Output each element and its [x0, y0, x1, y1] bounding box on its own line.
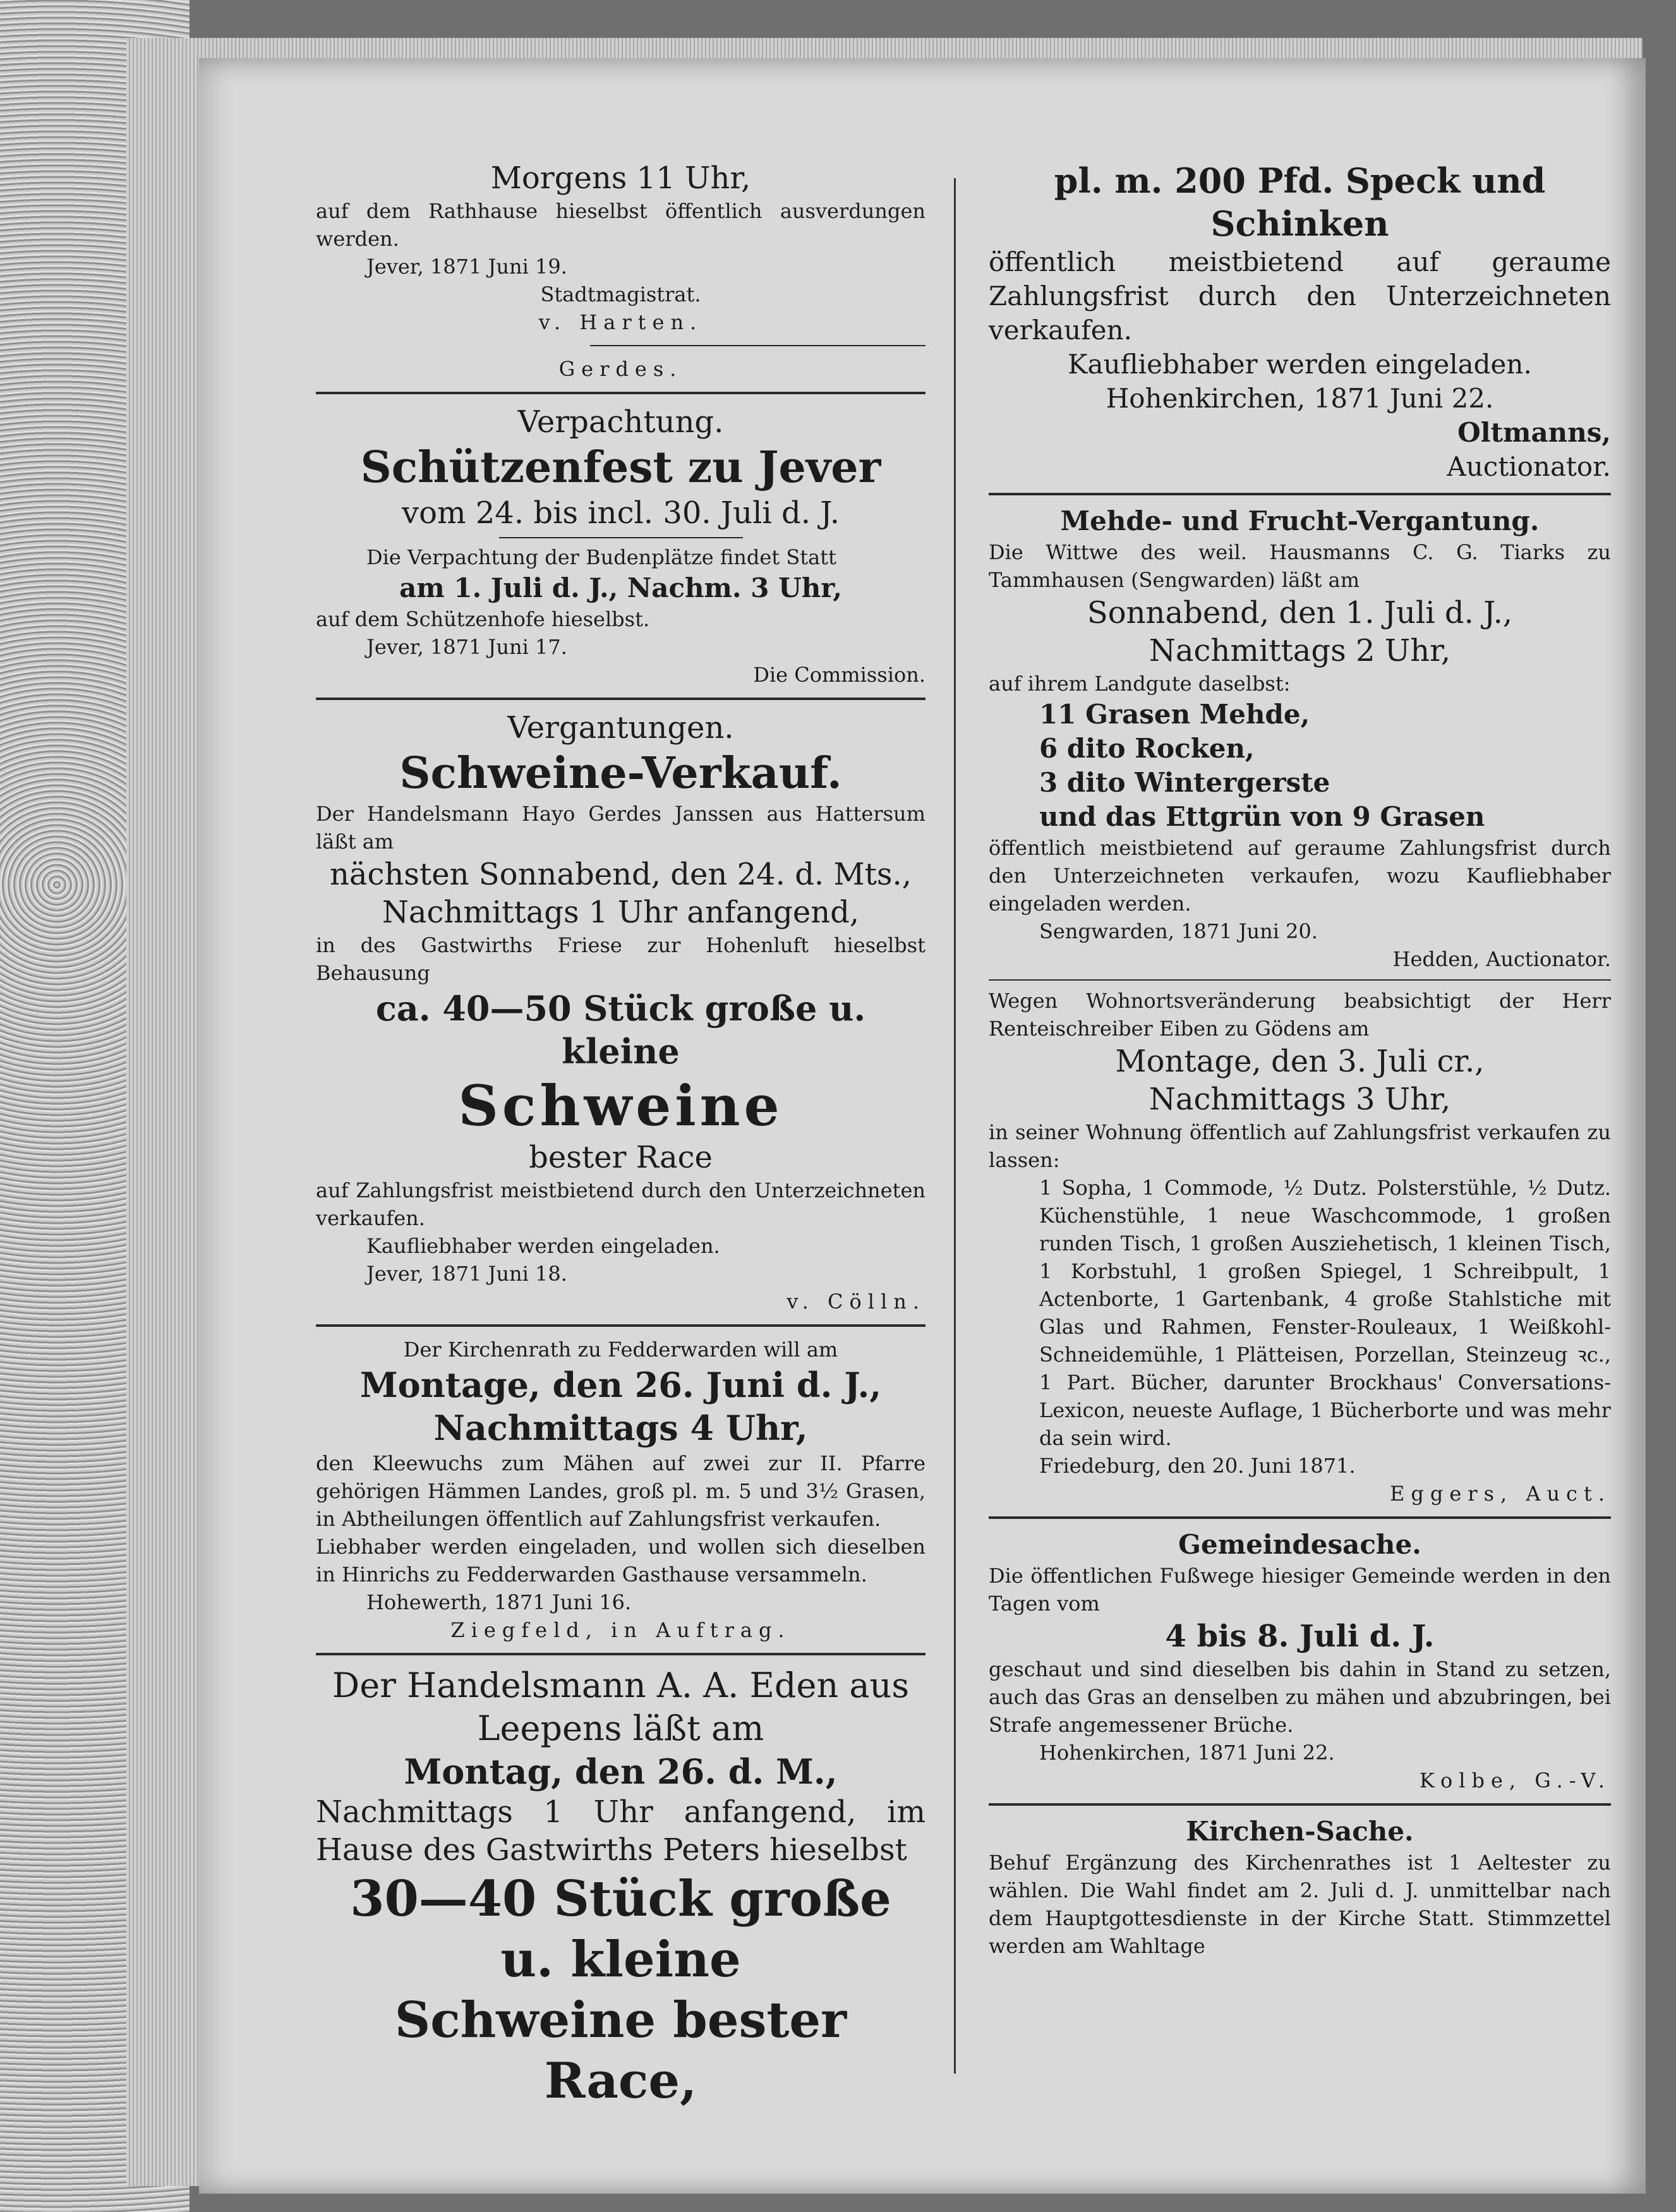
notice-date: 4 bis 8. Juli d. J.	[1165, 1619, 1435, 1654]
notice-text: Nachmittags 1 Uhr anfangend, im Hause des Gastwirths Peters hieselbst	[316, 1794, 925, 1868]
place-date: Friedeburg, den 20. Juni 1871.	[1039, 1454, 1356, 1478]
signer: Gerdes.	[558, 357, 683, 381]
notice-title: Mehde- und Frucht-Vergantung.	[1060, 505, 1540, 536]
notice-title: Schweine-Verkauf.	[399, 748, 842, 799]
notice-time: Nachmittags 3 Uhr,	[1148, 1082, 1451, 1117]
notice-time: Nachmittags 2 Uhr,	[1148, 633, 1451, 668]
notice-text: öffentlich meistbietend auf geraume Zahlungsfrist durch den Unterzeichneten verkaufen, wozu Kaufliebhaber eingeladen werden.	[989, 836, 1611, 916]
signer: Ziegfeld, in Auftrag.	[450, 1618, 791, 1642]
notice-mehde	[989, 504, 1611, 973]
column-divider	[954, 178, 956, 2074]
notice-title: Kirchen-Sache.	[1186, 1816, 1414, 1847]
notice-title: Schützenfest zu Jever	[360, 442, 881, 493]
separator	[316, 1324, 925, 1327]
notice-date: Sonnabend, den 1. Juli d. J.,	[1087, 595, 1513, 631]
notice-speck	[989, 159, 1611, 484]
notice-wohnort	[989, 987, 1611, 1508]
place-date: Hohewerth, 1871 Juni 16.	[366, 1590, 632, 1614]
separator	[316, 1653, 925, 1655]
notice-text: den Kleewuchs zum Mähen auf zwei zur II. Pfarre gehörigen Hämmen Landes, groß pl. m. 5 und 3½ Grasen, in Abtheilungen öffentlich auf Zahlungsfrist verkaufen.	[316, 1451, 925, 1531]
notice-time: Nachmittags 4 Uhr,	[433, 1408, 808, 1448]
place-date: Jever, 1871 Juni 17.	[366, 635, 567, 659]
notice-date: Montage, den 26. Juni d. J.,	[359, 1365, 882, 1405]
signer: v. Harten.	[538, 310, 703, 334]
notice-date: Montage, den 3. Juli cr.,	[1115, 1044, 1485, 1079]
notice-text: auf ihrem Landgute daselbst:	[989, 672, 1291, 696]
notice-text: Kaufliebhaber werden eingeladen.	[366, 1234, 720, 1258]
signer: Oltmanns,	[1457, 417, 1611, 448]
notice-kirchenrath	[316, 1336, 925, 1644]
notice-highlight: 30—40 Stück große u. kleine	[350, 1870, 891, 1988]
notice-gemeinde	[989, 1528, 1611, 1794]
notice-subtitle: vom 24. bis incl. 30. Juli d. J.	[401, 495, 840, 531]
notice-date: Montag, den 26. d. M.,	[404, 1751, 838, 1792]
notice-text: Die Wittwe des weil. Hausmanns C. G. Tiarks zu Tammhausen (Sengwarden) läßt am	[989, 540, 1611, 592]
notice-eden	[316, 1664, 925, 2112]
notice-text: Der Kirchenrath zu Fedderwarden will am	[403, 1338, 838, 1362]
signer: Kolbe, G.-V.	[1419, 1768, 1611, 1792]
separator	[590, 345, 925, 346]
notice-text: Liebhaber werden eingeladen, und wollen sich dieselben in Hinrichs zu Fedderwarden Gasthause versammeln.	[316, 1535, 925, 1586]
notice-text: geschaut und sind dieselben bis dahin in Stand zu setzen, auch das Gras an denselben zu mähen und abzubringen, bei Strafe angemessener Brüche.	[989, 1657, 1611, 1737]
place-date: Hohenkirchen, 1871 Juni 22.	[1106, 383, 1494, 414]
notice-text: Kaufliebhaber werden eingeladen.	[1068, 349, 1532, 380]
place-date: Sengwarden, 1871 Juni 20.	[1039, 919, 1318, 943]
separator	[499, 537, 743, 538]
notice-highlight: Schweine	[458, 1073, 783, 1139]
newspaper-page	[199, 58, 1646, 2194]
section-title: Vergantungen.	[507, 710, 734, 746]
notice-schweine	[316, 709, 925, 1315]
notice-text: Die Verpachtung der Budenplätze findet Statt	[366, 545, 836, 569]
notice-text: öffentlich meistbietend auf geraume Zahlungsfrist durch den Unterzeichneten verkaufen.	[989, 246, 1611, 346]
notice-highlight: Schweine bester Race,	[394, 1991, 847, 2110]
notice-text: in des Gastwirths Friese zur Hohenluft hieselbst Behausung	[316, 933, 925, 985]
list-item: und das Ettgrün von 9 Grasen	[1039, 801, 1485, 832]
notice-text: Der Handelsmann Hayo Gerdes Janssen aus Hattersum läßt am	[316, 802, 925, 854]
notice-text: Wegen Wohnortsveränderung beabsichtigt der Herr Renteischreiber Eiben zu Gödens am	[989, 989, 1611, 1041]
signer: Hedden, Auctionator.	[1392, 947, 1611, 971]
list-item: 3 dito Wintergerste	[1039, 767, 1330, 798]
separator	[989, 1516, 1611, 1519]
notice-text: Der Handelsmann A. A. Eden aus Leepens läßt am	[332, 1665, 910, 1748]
left-column	[316, 159, 925, 2112]
separator	[316, 698, 925, 700]
place-date: Jever, 1871 Juni 18.	[366, 1262, 567, 1286]
notice-text: Die öffentlichen Fußwege hiesiger Gemeinde werden in den Tagen vom	[989, 1564, 1611, 1616]
notice-highlight: ca. 40—50 Stück große u. kleine	[375, 988, 866, 1072]
office: Stadtmagistrat.	[540, 282, 701, 306]
separator	[316, 392, 925, 394]
notice-highlight: pl. m. 200 Pfd. Speck und Schinken	[1054, 160, 1546, 244]
signer-role: Auctionator.	[1447, 451, 1611, 482]
item-list: 1 Sopha, 1 Commode, ½ Dutz. Polsterstühle, ½ Dutz. Küchenstühle, 1 neue Waschcommode, 1 großen runden Tisch, 1 großen Ausziehetisch, 1 kleinen Tisch, 1 Korbstuhl, 1 großen Spiegel, 1 Schreibpult, 1 Actenborte, 1 Gartenbank, 4 große Stahlstiche mit Glas und Rahmen, Fenster-Rouleaux, 1 Weißkohl-Schneidemühle, 1 Plätteisen, Porzellan, Steinzeug ꝛc., 1 Part. Bücher, darunter Brockhaus' Conversations-Lexicon, neueste Auflage, 1 Bücherborte und was mehr da sein wird.	[1039, 1176, 1611, 1450]
notice-morgens	[316, 159, 925, 383]
notice-verpachtung	[316, 403, 925, 689]
notice-title: Gemeindesache.	[1178, 1529, 1421, 1560]
list-item: 6 dito Rocken,	[1039, 733, 1255, 764]
notice-kirche	[989, 1815, 1611, 1960]
separator	[989, 1803, 1611, 1806]
signer: Eggers, Auct.	[1390, 1482, 1611, 1506]
notice-body: auf dem Rathhause hieselbst öffentlich ausverdungen werden.	[316, 199, 925, 251]
separator	[989, 493, 1611, 495]
separator	[989, 979, 1611, 981]
notice-date: am 1. Juli d. J., Nachm. 3 Uhr,	[399, 572, 842, 603]
place-date: Jever, 1871 Juni 19.	[366, 255, 567, 279]
signer: Die Commission.	[753, 663, 925, 687]
notice-text: auf dem Schützenhofe hieselbst.	[316, 607, 650, 631]
section-title: Verpachtung.	[517, 404, 724, 440]
notice-text: auf Zahlungsfrist meistbietend durch den Unterzeichneten verkaufen.	[316, 1178, 925, 1230]
notice-text: bester Race	[529, 1140, 713, 1175]
right-column	[989, 159, 1611, 1960]
notice-date: nächsten Sonnabend, den 24. d. Mts., Nachmittags 1 Uhr anfangend,	[329, 857, 912, 930]
list-item: 11 Grasen Mehde,	[1039, 699, 1310, 730]
notice-text: Behuf Ergänzung des Kirchenrathes ist 1 Aeltester zu wählen. Die Wahl findet am 2. Juli d. J. unmittelbar nach dem Hauptgottesdienste in der Kirche Statt. Stimmzettel werden am Wahltage	[989, 1851, 1611, 1958]
notice-heading: Morgens 11 Uhr,	[490, 160, 751, 196]
notice-text: in seiner Wohnung öffentlich auf Zahlungsfrist verkaufen zu lassen:	[989, 1120, 1611, 1172]
place-date: Hohenkirchen, 1871 Juni 22.	[1039, 1741, 1335, 1765]
signer: v. Cölln.	[787, 1290, 925, 1314]
